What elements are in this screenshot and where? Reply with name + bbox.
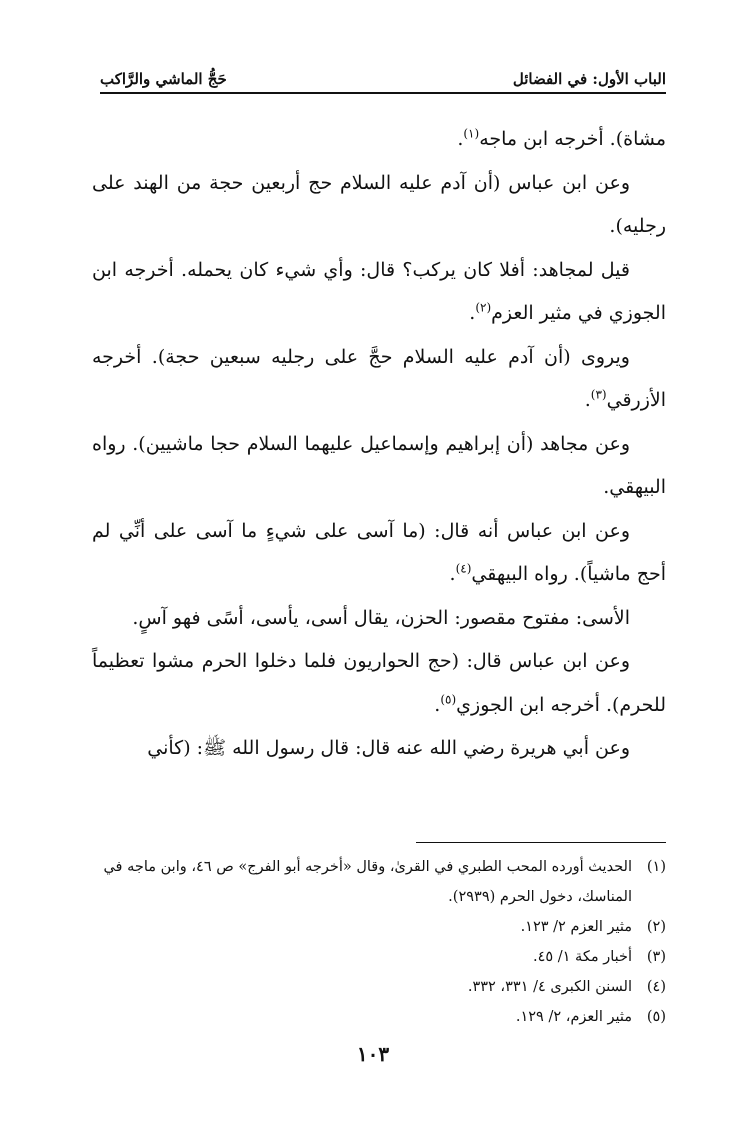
footnote-number: (٣) (646, 949, 666, 965)
footnote-ref: (٥) (440, 692, 457, 707)
page-number: ١٠٣ (356, 1042, 390, 1066)
footnote-text: مثير العزم، ٢/ ١٢٩. (515, 1009, 632, 1025)
paragraph: ويروى (أن آدم عليه السلام حجَّ على رجليه سبعين حجة). أخرجه الأزرقي$^{(٣)}$. (92, 345, 666, 411)
footnote-number: (٢) (646, 919, 666, 935)
footnotes (100, 852, 666, 1032)
footnote-number: (٤) (646, 979, 666, 995)
paragraph: وعن ابن عباس قال: (حج الحواريون فلما دخلوا الحرم مشوا تعظيماً للحرم). أخرجه ابن الجوزي$^{(٥)}$. (92, 650, 666, 716)
footnote-text: أخبار مكة ١/ ٤٥. (532, 949, 632, 965)
footnote (100, 942, 666, 972)
paragraph: وعن أبي هريرة رضي الله عنه قال: قال رسول الله ﷺ: (كأني (147, 737, 630, 759)
paragraph: الأسى: مفتوح مقصور: الحزن، يقال أسى، يأسى، أسًى فهو آسٍ. (132, 606, 630, 629)
footnote-ref: (٤) (455, 561, 472, 576)
chapter-title: الباب الأول: في الفضائل (512, 70, 666, 88)
footnote-ref: (٣) (590, 387, 607, 402)
footnote (100, 1002, 666, 1032)
footnote (100, 912, 666, 942)
footnote-ref: (٢) (475, 300, 492, 315)
footnote-number: (٥) (646, 1009, 666, 1025)
main-text (92, 118, 666, 771)
footnote-text: السنن الكبرى ٤/ ٣٣١، ٣٣٢. (467, 979, 632, 995)
paragraph: وعن ابن عباس أنه قال: (ما آسى على شيءٍ ما آسى على أنِّي لم أحج ماشياً). رواه البيهقي$^{(٤)}$. (92, 519, 666, 585)
paragraph: وعن مجاهد (أن إبراهيم وإسماعيل عليهما السلام حجا ماشيين). رواه البيهقي. (92, 432, 666, 498)
running-header (100, 60, 666, 88)
footnote-text: الحديث أورده المحب الطبري في القرىٰ، وقال «أخرجه أبو الفرج» ص ٤٦، وابن ماجه في المناسك، دخول الحرم (٢٩٣٩). (103, 859, 632, 905)
footnote-ref: (١) (463, 126, 480, 141)
footnote-separator (416, 842, 666, 843)
paragraph: مشاة). أخرجه ابن ماجه$^{(١)}$. (457, 126, 666, 150)
footnote (100, 972, 666, 1002)
footnote-text: مثير العزم ٢/ ١٢٣. (520, 919, 632, 935)
paragraph: قيل لمجاهد: أفلا كان يركب؟ قال: وأي شيء كان يحمله. أخرجه ابن الجوزي في مثير العزم$^{(٢)}$. (92, 258, 666, 324)
book-title: حَجُّ الماشي والرَّاكب (100, 70, 227, 88)
footnote (100, 852, 666, 912)
footnote-number: (١) (646, 859, 666, 875)
paragraph: وعن ابن عباس (أن آدم عليه السلام حج أربعين حجة من الهند على رجليه). (92, 171, 666, 237)
header-rule (100, 92, 666, 94)
